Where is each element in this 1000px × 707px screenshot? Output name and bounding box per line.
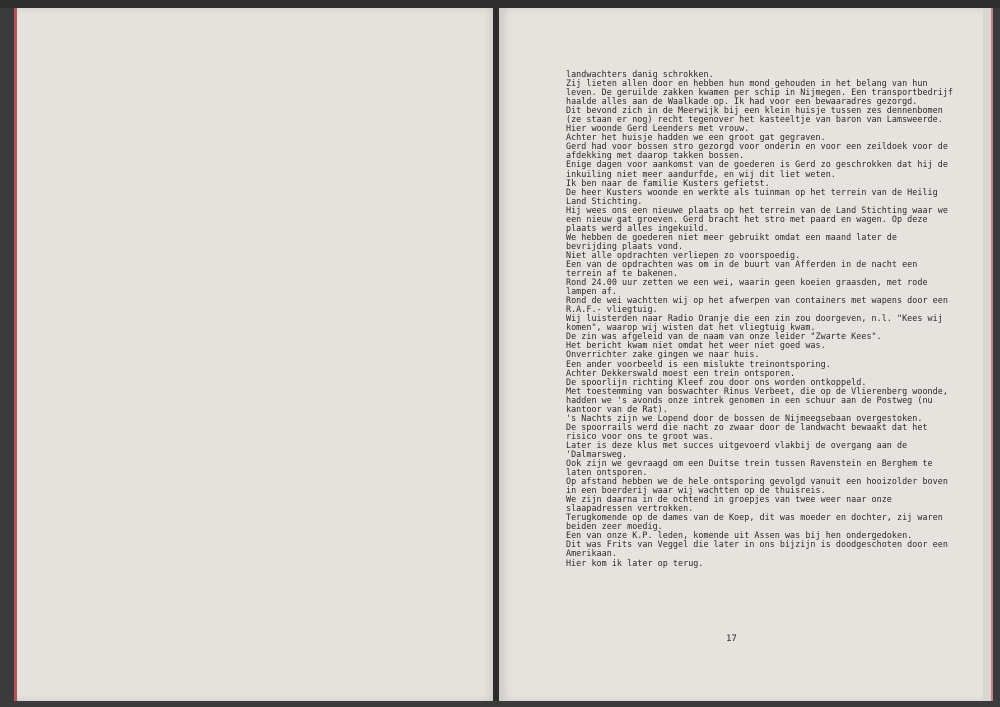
text-line: Achter Dekkerswald moest een trein ontsporen. [566,367,796,378]
text-line: Het bericht kwam niet omdat het weer niet goed was. [566,340,826,351]
text-line: (ze staan er nog) recht tegenover het kasteeltje van baron van Lamsweerde. [566,114,943,125]
text-line: Een ander voorbeeld is een mislukte treinontsporing. [566,358,831,369]
text-line: Rond 24.00 uur zetten we een wei, waarin geen koeien graasden, met rode [566,277,928,288]
text-line: Met toestemming van boswachter Rinus Verbeet, die op de Vlierenberg woonde, [566,385,948,396]
text-line: R.A.F.- vliegtuig. [566,304,658,315]
text-line: 'Dalmarsweg. [566,448,628,459]
text-line: afdekking met daarop takken bossen. [566,150,745,161]
left-blank-page [14,8,496,701]
text-line: laten ontsporen. [566,467,648,478]
text-line: Ook zijn we gevraagd om een Duitse trein tussen Ravenstein en Berghem te [566,458,933,469]
text-line: 's Nachts zijn we Lopend door de bossen de Nijmeegsebaan overgestoken. [566,412,923,423]
text-line: plaats werd alles ingekuild. [566,222,709,233]
text-line: Hij wees ons een nieuwe plaats op het terrein van de Land Stichting waar we [566,204,948,215]
text-line: kantoor van de Rat). [566,403,668,414]
text-line: De spoorrails werd die nacht zo zwaar door de landwacht bewaakt dat het [566,421,928,432]
text-line: een nieuw gat groeven. Gerd bracht het stro met paard en wagen. Op deze [566,213,928,224]
text-line: Dit was Frits van Veggel die later in ons bijzijn is doodgeschoten door een [566,539,948,550]
text-line: Amerikaan. [566,548,617,559]
text-line: Terugkomende op de dames van de Koep, dit was moeder en dochter, zij waren [566,512,943,523]
text-line: haalde alles aan de Waalkade op. Ik had voor een bewaaradres gezorgd. [566,96,918,107]
text-line: Enige dagen voor aankomst van de goederen is Gerd zo geschrokken dat hij de [566,159,948,170]
text-line: Gerd had voor bossen stro gezorgd voor onderin en voor een zeildoek voor de [566,141,948,152]
page-edge [983,8,993,701]
text-line: slaapadressen vertrokken. [566,503,694,514]
text-line: Dit bevond zich in de Meerwijk bij een klein huisje tussen zes dennenbomen [566,105,943,116]
text-line: terrein af te bakenen. [566,268,679,279]
text-line: hadden we 's avonds onze intrek genomen in een schuur aan de Postweg (nu [566,394,933,405]
scan-background [0,0,1000,8]
text-line: lampen af. [566,286,617,297]
text-line: De spoorlijn richting Kleef zou door ons worden ontkoppeld. [566,376,867,387]
text-line: landwachters danig schrokken. [566,69,714,79]
text-line: Onverrichter zake gingen we naar huis. [566,349,760,360]
text-line: Niet alle opdrachten verliepen zo voorspoedig. [566,249,801,260]
text-line: Zij lieten allen door en hebben hun mond gehouden in het belang van hun [566,78,928,89]
text-line: Hier kom ik later op terug. [566,557,704,568]
text-line: beiden zeer moedig. [566,521,663,532]
page-number: 17 [726,634,737,644]
text-line: Ik ben naar de familie Kusters gefietst. [566,177,770,188]
text-line: inkuiling niet meer aandurfde, en wij dit liet weten. [566,168,836,179]
text-line: Een van de opdrachten was om in de buurt van Afferden in de nacht een [566,258,918,269]
text-line: De heer Kusters woonde en werkte als tuinman op het terrein van de Heilig [566,186,938,197]
text-line: Een van onze K.P. leden, komende uit Assen was bij hen ondergedoken. [566,530,913,541]
text-line: Later is deze klus met succes uitgevoerd vlakbij de overgang aan de [566,439,908,450]
text-line: Land Stichting. [566,195,643,206]
text-line: De zin was afgeleid van de naam van onze leider "Zwarte Kees". [566,331,882,342]
text-line: We hebben de goederen niet meer gebruikt omdat een maand later de [566,231,897,242]
text-line: in een boerderij waar wij wachtten op de thuisreis. [566,485,826,496]
text-line: risico voor ons te groot was. [566,430,714,441]
text-line: leven. De geruilde zakken kwamen per schip in Nijmegen. Een transportbedrijf [566,87,954,98]
text-line: Achter het huisje hadden we een groot gat gegraven. [566,132,826,143]
text-line: Wij luisterden naar Radio Oranje die een zin zou doorgeven, n.l. "Kees wij [566,313,943,324]
text-line: Op afstand hebben we de hele ontsporing gevolgd vanuit een hooizolder boven [566,476,948,487]
text-line: We zijn daarna in de ochtend in groepjes van twee weer naar onze [566,494,892,505]
text-line: komen", waarop wij wisten dat het vliegtuig kwam. [566,322,816,333]
text-line: Rond de wei wachtten wij op het afwerpen van containers met wapens door een [566,295,948,306]
text-line: bevrijding plaats vond. [566,240,684,251]
text-line: Hier woonde Gerd Leenders met vrouw. [566,123,750,134]
typewritten-text-block [566,69,954,568]
